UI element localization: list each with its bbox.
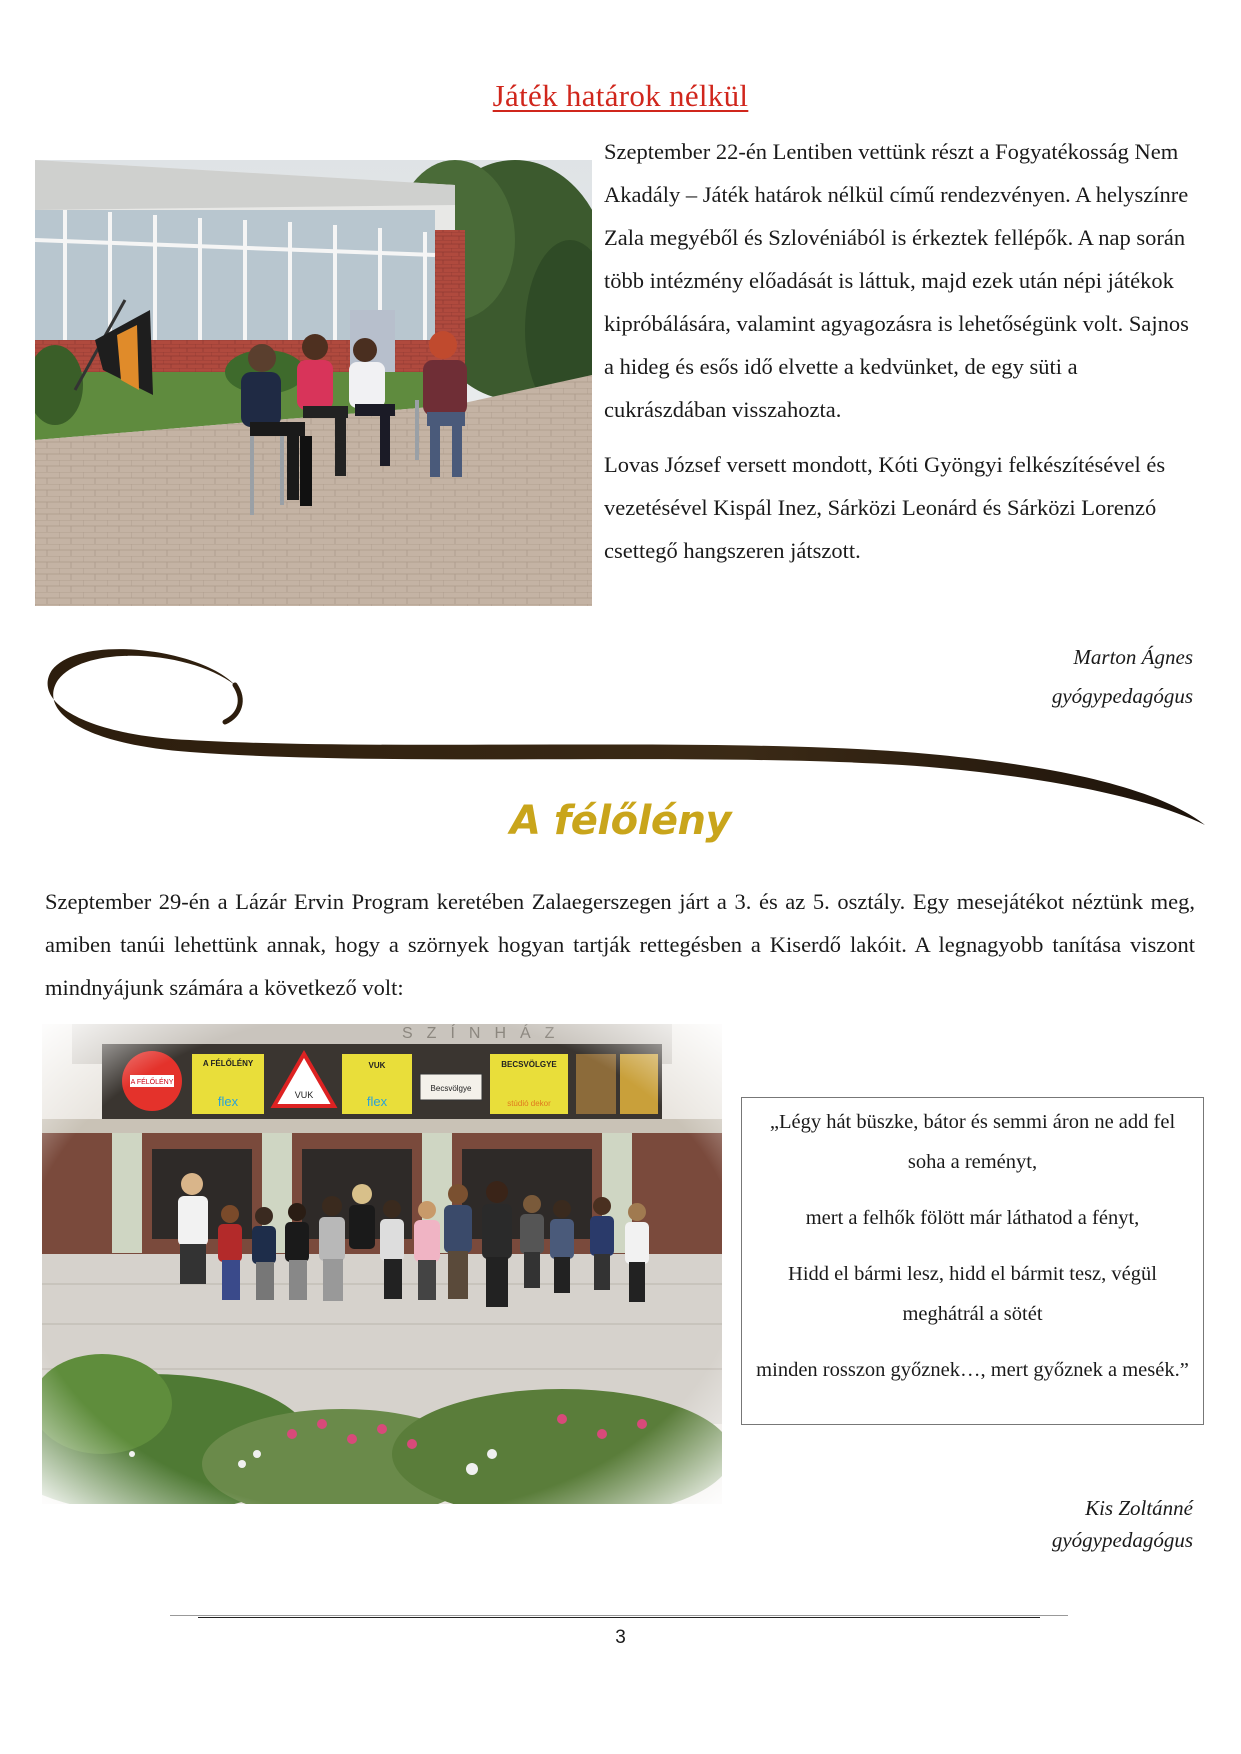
article2-paragraph: Szeptember 29-én a Lázár Ervin Program keretében Zalaegerszegen járt a 3. és az 5. osztály. Egy mesejátékot néztünk meg, amiben tanúi lehettünk annak, hogy a szörnyek hogyan tartják rettegésben a Kiserdő lakóit. A legnagyobb tanítása viszont mindnyájunk számára a következő volt:: [45, 889, 1195, 1000]
event-photo-lenti: [35, 160, 592, 606]
quote-line-4: minden rosszon győznek…, mert győznek a mesék.”: [756, 1359, 1189, 1381]
article1-author: Marton Ágnes: [1073, 645, 1193, 669]
quote-line-2: mert a felhők fölött már láthatod a fényt,: [805, 1207, 1140, 1229]
article1-author-role: gyógypedagógus: [1051, 684, 1193, 708]
quote-line-1: „Légy hát büszke, bátor és semmi áron ne add fel soha a reményt,: [769, 1111, 1176, 1173]
article2-signature: [1052, 1492, 1193, 1556]
footer-rule: [198, 1617, 1040, 1618]
article1-title: Játék határok nélkül: [492, 78, 749, 113]
article2-author-role: gyógypedagógus: [1051, 1528, 1193, 1552]
theater-group-photo: [42, 1024, 722, 1504]
quote-line-3: Hidd el bármi lesz, hidd el bármit tesz, végül meghátrál a sötét: [788, 1263, 1157, 1325]
footer-rule-light: [170, 1615, 1068, 1616]
quote-box: [741, 1097, 1204, 1425]
article2-author: Kis Zoltánné: [1085, 1496, 1193, 1520]
page-number: 3: [615, 1627, 626, 1648]
article1-paragraph-2: Lovas József versett mondott, Kóti Gyöngyi felkészítésével és vezetésével Kispál Inez, Sárközi Leonárd és Sárközi Lorenzó csettegő hangszeren játszott.: [604, 452, 1166, 563]
article1-body: [604, 130, 1204, 584]
article1-paragraph-1: Szeptember 22-én Lentiben vettünk részt a Fogyatékosság Nem Akadály – Játék határok nélkül című rendezvényen. A helyszínre Zala megyéből és Szlovéniából is érkeztek fellépők. A nap során több intézmény előadását is láttuk, majd ezek után népi játékok kipróbálására, valamint agyagozásra is lehetőségünk volt. Sajnos a hideg és esős idő elvette a kedvünket, de egy süti a cukrászdában visszahozta.: [604, 139, 1189, 422]
article2-title: A félőlény: [510, 798, 731, 844]
